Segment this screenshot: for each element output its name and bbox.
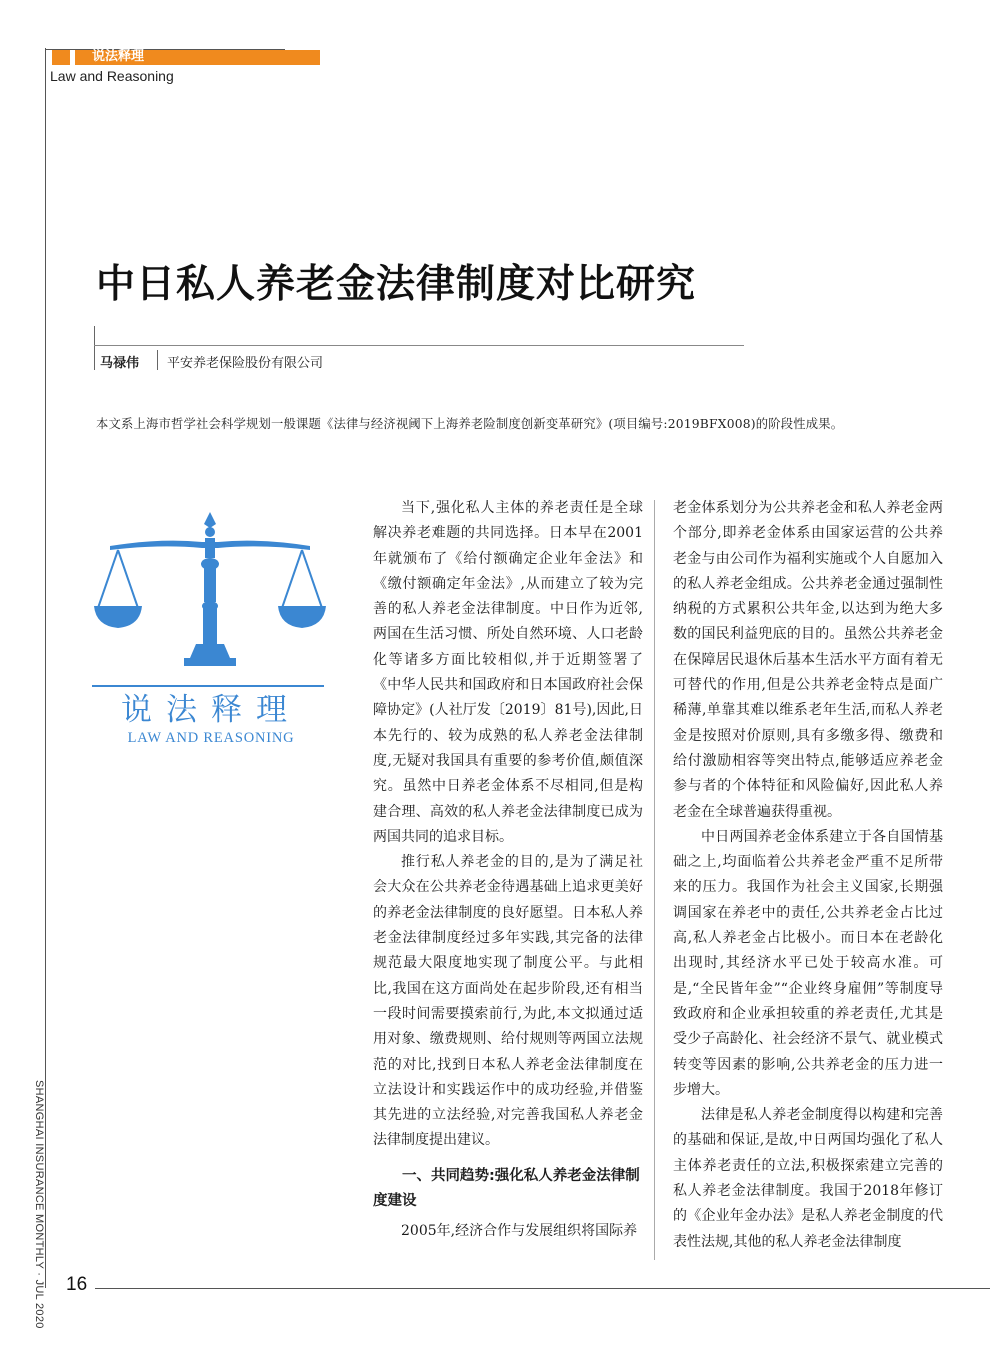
author-name: 马禄伟 xyxy=(100,356,140,371)
page-number: 16 xyxy=(66,1274,88,1295)
logo-text-cn: 说法释理 xyxy=(121,692,301,728)
section-label-cn: 说法释理 xyxy=(92,49,145,64)
scales-of-justice-icon xyxy=(90,508,330,692)
logo-text-en: LAW AND REASONING xyxy=(127,730,295,746)
paragraph: 2005年,经济合作与发展组织将国际养 xyxy=(401,1222,638,1239)
title-horizontal-rule xyxy=(94,345,744,346)
title-vertical-rule xyxy=(94,326,95,370)
journal-side-label: SHANGHAI INSURANCE MONTHLY · JUL 2020 xyxy=(33,1080,45,1329)
section-label-en: Law and Reasoning xyxy=(50,68,174,84)
author-separator xyxy=(157,350,158,370)
paragraph: 推行私人养老金的目的,是为了满足社会大众在公共养老金待遇基础上追求更美好的养老金法律制度的良好愿望。日本私人养老金法律制度经过多年实践,其完备的法律规范最大限度地实现了制度公平。与此相比,我国在这方面尚处在起步阶段,还有相当一段时间需要摸索前行,为此,本文拟通过适用对象、缴费规则、给付规则等两国立法规范的对比,找到日本私人养老金法律制度在立法设计和实践运作中的成功经验,并借鉴其先进的立法经验,对完善我国私人养老金法律制度提出建议。 xyxy=(373,854,643,1149)
author-affiliation: 平安养老保险股份有限公司 xyxy=(167,356,324,371)
paragraph-continued: 老金体系划分为公共养老金和私人养老金两个部分,即养老金体系由国家运营的公共养老金与由公司作为福利实施或个人自愿加入的私人养老金组成。公共养老金通过强制性纳税的方式累积公共年金,以达到为绝大多数的国民利益兜底的目的。虽然公共养老金在保障居民退休后基本生活水平方面有着无可替代的作用,但是公共养老金特点是面广稀薄,单靠其难以维系老年生活,而私人养老金是按照对价原则,具有多缴多得、缴费和给付激励相容等突出特点,能够适应养老金参与者的个体特征和风险偏好,因此私人养老金在全球普遍获得重视。 xyxy=(673,500,943,820)
header-accent-block xyxy=(52,50,70,65)
column-divider xyxy=(654,500,655,1260)
body-column-left xyxy=(373,496,643,1244)
funding-note: 本文系上海市哲学社会科学规划一般课题《法律与经济视阈下上海养老险制度创新变革研究》(项目编号:2019BFX008)的阶段性成果。 xyxy=(96,417,844,431)
paragraph: 中日两国养老金体系建立于各自国情基础之上,均面临着公共养老金严重不足所带来的压力。我国作为社会主义国家,长期强调国家在养老中的责任,公共养老金占比过高,私人养老金占比极小。而日本在老龄化出现时,其经济水平已处于较高水准。可是,“全民皆年金”“企业终身雇佣”等制度导致政府和企业承担较重的养老责任,尤其是受少子高龄化、社会经济不景气、就业模式转变等因素的影响,公共养老金的压力进一步增大。 xyxy=(673,828,943,1098)
article-title: 中日私人养老金法律制度对比研究 xyxy=(96,261,697,307)
paragraph: 法律是私人养老金制度得以构建和完善的基础和保证,是故,中日两国均强化了私人主体养老责任的立法,积极探索建立完善的私人养老金法律制度。我国于2018年修订的《企业年金办法》是私人养老金制度的代表性法规,其他的私人养老金法律制度 xyxy=(673,1107,943,1250)
left-margin-rule xyxy=(45,48,46,1288)
paragraph: 当下,强化私人主体的养老责任是全球解决养老难题的共同选择。日本早在2001年就颁布了《给付额确定企业年金法》和《缴付额确定年金法》,从而建立了较为完善的私人养老金法律制度。中日作为近邻,两国在生活习惯、所处自然环境、人口老龄化等诸多方面比较相似,并于近期签署了《中华人民共和国政府和日本国政府社会保障协定》(人社厅发〔2019〕81号),因此,日本先行的、较为成熟的私人养老金法律制度,无疑对我国具有重要的参考价值,颇值深究。虽然中日养老金体系不尽相同,但是构建合理、高效的私人养老金法律制度已成为两国共同的追求目标。 xyxy=(373,500,643,845)
footer-rule xyxy=(95,1288,990,1289)
section-heading: 一、共同趋势:强化私人养老金法律制度建设 xyxy=(373,1167,640,1210)
body-column-right xyxy=(673,496,943,1255)
